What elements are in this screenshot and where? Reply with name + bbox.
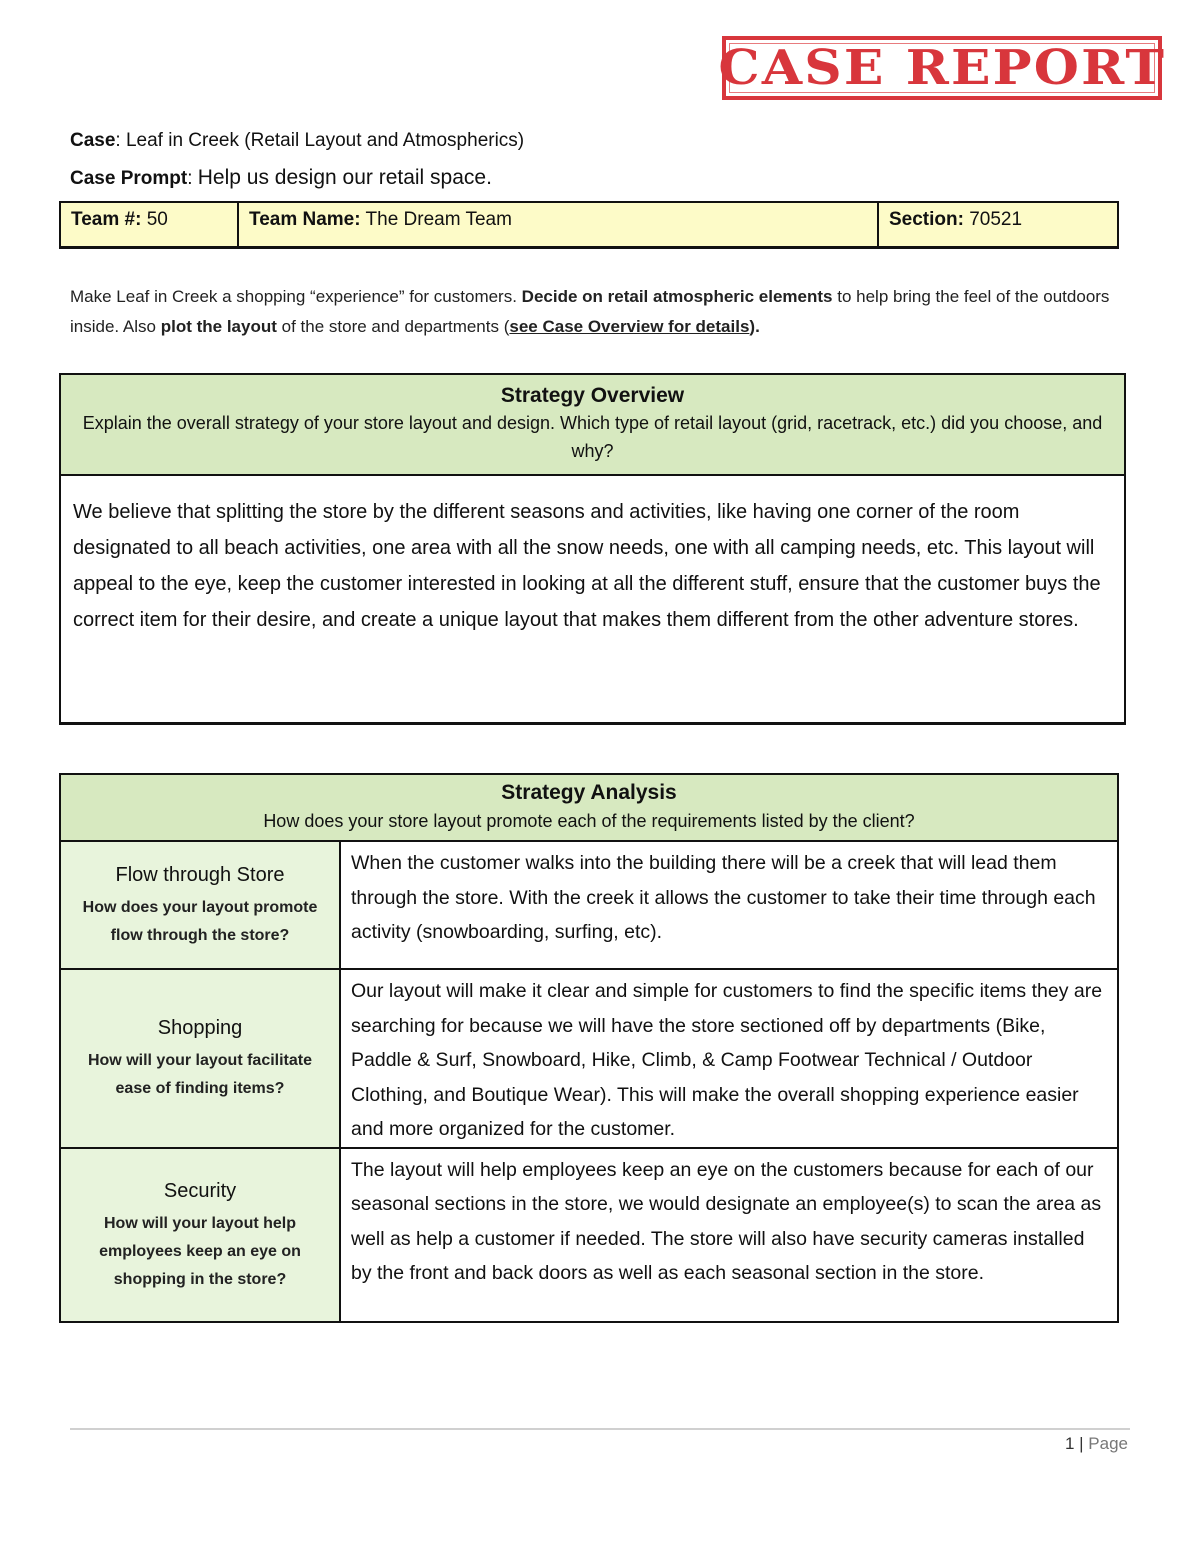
- analysis-row-label: [60, 1148, 340, 1322]
- analysis-row-title: Security: [163, 1179, 237, 1202]
- analysis-row-flow: [60, 841, 1118, 969]
- case-line: Case: Leaf in Creek (Retail Layout and Atmospherics): [70, 130, 525, 151]
- strategy-analysis-table: [59, 773, 1119, 1323]
- page-separator: |: [1079, 1434, 1084, 1453]
- page-label: Page: [1088, 1434, 1128, 1453]
- analysis-row-answer: When the customer walks into the building there will be a creek that will lead them through the store. With the creek it allows the customer to take their time through each activity (snowboarding, surfing, etc).: [340, 841, 1118, 969]
- analysis-row-question: How will your layout facilitate ease of finding items?: [87, 1052, 313, 1098]
- team-name: The Dream Team: [365, 209, 512, 230]
- strategy-analysis-header: [60, 774, 1118, 841]
- strategy-overview-table: [59, 373, 1126, 725]
- intro-text-4: ).: [749, 317, 760, 336]
- case-value: Leaf in Creek (Retail Layout and Atmospherics): [125, 130, 525, 151]
- strategy-analysis-question: How does your store layout promote each of the requirements listed by the client?: [263, 811, 915, 831]
- case-report-stamp: [718, 36, 1166, 100]
- team-number-cell: Team #: 50: [60, 202, 238, 248]
- analysis-row-title: Flow through Store: [115, 864, 285, 886]
- analysis-row-question: How will your layout help employees keep an eye on shopping in the store?: [99, 1214, 301, 1288]
- stamp-text: CASE REPORT: [718, 40, 1166, 96]
- analysis-row-label: [60, 969, 340, 1148]
- case-label: Case: [70, 130, 116, 151]
- team-number: 50: [146, 209, 168, 230]
- team-name-cell: Team Name: The Dream Team: [238, 202, 878, 248]
- section-label: Section: [889, 209, 958, 230]
- team-name-label: Team Name: [249, 209, 355, 230]
- intro-bold-2: plot the layout: [160, 317, 277, 336]
- page-number: 1: [1064, 1434, 1075, 1453]
- intro-text-2: to help bring the feel of the outdoors inside. Also: [70, 287, 1110, 336]
- strategy-overview-question: Explain the overall strategy of your store layout and design. Which type of retail layout (grid, racetrack, etc.) did you choose, and why?: [82, 413, 1103, 461]
- case-overview-link[interactable]: see Case Overview for details: [509, 317, 750, 336]
- analysis-row-question: How does your layout promote flow through the store?: [82, 899, 318, 944]
- analysis-row-security: [60, 1148, 1118, 1322]
- analysis-row-label: [60, 841, 340, 969]
- intro-text-3: of the store and departments (: [276, 317, 510, 336]
- strategy-overview-answer: We believe that splitting the store by the different seasons and activities, like having one corner of the room designated to all beach activities, one area with all the snow needs, one with all camping needs, etc. This layout will appeal to the eye, keep the customer interested in looking at all the different stuff, ensure that the customer buys the correct item for their desire, and create a unique layout that makes them different from the other adventure stores.: [60, 475, 1125, 724]
- strategy-overview-header: [60, 374, 1125, 475]
- team-info-table: [59, 201, 1119, 249]
- analysis-row-answer: The layout will help employees keep an eye on the customers because for each of our seasonal sections in the store, we would designate an employee(s) to scan the area as well as help a customer if needed. The store will also have security cameras installed by the front and back doors as well as each seasonal section in the store.: [340, 1148, 1118, 1322]
- section-number: 70521: [969, 209, 1023, 230]
- case-prompt-line: Case Prompt: Help us design our retail space.: [70, 166, 492, 189]
- strategy-analysis-title: Strategy Analysis: [501, 781, 677, 804]
- intro-bold-1: Decide on retail atmospheric elements: [521, 287, 833, 306]
- page-footer: [1065, 1434, 1128, 1454]
- intro-text-1: Make Leaf in Creek a shopping “experience” for customers.: [70, 287, 522, 306]
- case-prompt-label: Case Prompt: [70, 168, 188, 189]
- strategy-overview-title: Strategy Overview: [500, 384, 685, 407]
- case-prompt-value: Help us design our retail space.: [197, 166, 492, 189]
- section-cell: Section: 70521: [878, 202, 1118, 248]
- intro-paragraph: [70, 282, 1140, 342]
- footer-divider: [70, 1428, 1130, 1430]
- team-number-label: Team #: [71, 209, 136, 230]
- analysis-row-title: Shopping: [157, 1017, 243, 1040]
- analysis-row-shopping: [60, 969, 1118, 1148]
- analysis-row-answer: Our layout will make it clear and simple for customers to find the specific items they are searching for because we will have the store sectioned off by departments (Bike, Paddle & Surf, Snowboard, Hike, Climb, & Camp Footwear Technical / Outdoor Clothing, and Boutique Wear). This will make the overall shopping experience easier and more organized for the customer.: [340, 969, 1118, 1148]
